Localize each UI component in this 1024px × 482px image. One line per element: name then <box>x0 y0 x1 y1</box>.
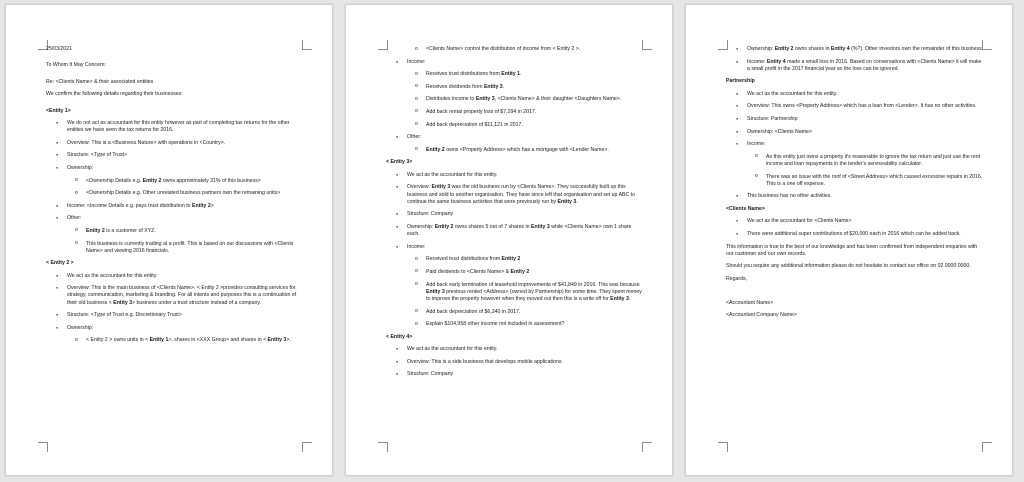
sub-list-item: o Add back depreciation of $6,240 in 2017. <box>386 309 644 316</box>
crop-mark-bottom-left <box>378 442 388 452</box>
list-item: ● Structure: Partnership <box>726 116 984 123</box>
list-item: ● Income: <box>386 59 644 66</box>
sub-list-item: o Explain $104,958 other income not included in assessment? <box>386 321 644 328</box>
list-item: ● Ownership: Entity 2 owns shares 5 out of 7 shares in Entity 3 while <Clients Name> own 1 share each. <box>386 224 644 238</box>
list-item: ● There were additional super contributions of $20,000 each in 2016 which can be added back. <box>726 231 984 238</box>
crop-mark-bottom-left <box>718 442 728 452</box>
list-item: ● We act as the accountant for this entity. <box>386 346 644 353</box>
sub-list-item: o Received trust distributions from Entity 2 <box>386 256 644 263</box>
list-item: ● Ownership: Entity 2 owns shares in Entity 4 (%?). Other investors own the remainder of this business. <box>726 46 984 53</box>
list-item: ● We act as the accountant for this entity. <box>46 273 304 280</box>
sub-list-item: o < Entity 2 > owns units in < Entity 1>, shares in <XXX Group> and shares in < Entity 3>. <box>46 337 304 344</box>
document-page-3 <box>685 4 1013 476</box>
truth-statement: This information is true to the best of our knowledge and has been confirmed from independent enquiries with our customer and our own records. <box>726 243 978 257</box>
list-item: ● Income: <Income Details e.g. pays trust distribution to Entity 2> <box>46 203 304 210</box>
sub-list-item: o Add back early termination of leasehold improvements of $41,849 in 2016. This was because Entity 3 previous rented <Address> (owned by Partnership) for some time. They spent money to improve the property however when they moved out then this is a write off for Entity 3. <box>386 282 644 304</box>
clients-list <box>726 218 984 238</box>
document-page-2 <box>345 4 673 476</box>
re-line: Re: <Clients Name> & their associated entities <box>46 78 154 85</box>
sub-list-item: o <Clients Name> control the distribution of income from < Entity 2 >. <box>386 46 644 53</box>
sub-list-item: o Distributes income to Entity 3, <Clients Name> & their daughter <Daughters Name>. <box>386 96 644 103</box>
sign-off: Regards, <box>726 275 748 282</box>
accountant-name: <Accountant Name> <box>726 299 774 306</box>
sub-list-item: o Add back depreciation of $11,121 in 2017. <box>386 122 644 129</box>
sub-list-item: o <Ownership Details e.g. Other unrelated business partners own the remaining units> <box>46 190 304 197</box>
list-item: ● Other: <box>46 215 304 222</box>
intro-paragraph: We confirm the following details regarding their businesses: <box>46 91 183 98</box>
list-item: ● We act as the accountant for <Clients Name> <box>726 218 984 225</box>
list-item: ● Ownership: <Clients Name> <box>726 129 984 136</box>
list-item: ● Ownership: <box>46 325 304 332</box>
list-item: ● Overview: Entity 3 was the old business run by <Clients Name>. They successfully built up this business and sold to another organisation. They have since left that organisation and set up ABC to continue the same business activities that were previously run by Entity 3. <box>386 184 644 206</box>
list-item: ● Other: <box>386 134 644 141</box>
list-item: ● This business has no other activities. <box>726 193 984 200</box>
sub-list-item: o Receives dividends from Entity 3. <box>386 84 644 91</box>
list-item: ● Overview: This is a <Business Nature> with operations in <Country>. <box>46 140 304 147</box>
accountant-company-name: <Accountant Company Name> <box>726 312 797 319</box>
entity-1-heading: <Entity 1> <box>46 107 71 114</box>
list-item: ● Overview: This owns <Property Address> which has a loan from <Lender>. It has no other activities. <box>726 103 984 110</box>
list-item: ● Structure: Company <box>386 371 644 378</box>
letter-date: 25/03/2021 <box>46 46 72 52</box>
list-item: ● Structure: <Type of Trust e.g. Discretionary Trust> <box>46 312 304 319</box>
list-item: ● We act as the accountant for this entity. <box>386 172 644 179</box>
sub-list-item: o This business is currently trading at a profit. This is based on our discussions with <Clients Name> and viewing 2016 financials. <box>46 241 304 255</box>
list-item: ● We do not act as accountant for this entity however as part of completing tax returns for the other entities we have seen the tax returns for 2016. <box>46 120 304 134</box>
entity-2-heading: < Entity 2 > <box>46 260 74 267</box>
list-item: ● Ownership: <box>46 165 304 172</box>
list-item: ● Overview: This is a side business that develops mobile applications. <box>386 359 644 366</box>
salutation: To Whom It May Concern: <box>46 62 106 69</box>
crop-mark-bottom-left <box>38 442 48 452</box>
entity-2-list <box>46 273 304 345</box>
page-2-body[interactable] <box>386 46 644 384</box>
sub-list-item: o Entity 2 is a customer of XYZ. <box>46 228 304 235</box>
sub-list-item: o There was an issue with the roof of <Street Address> which caused excessive repairs in 2016. This is a one off expense. <box>726 174 984 188</box>
crop-mark-bottom-right <box>302 442 312 452</box>
list-item: ● Structure: <Type of Trust> <box>46 152 304 159</box>
list-item: ● We act as the accountant for this entity. <box>726 91 984 98</box>
contact-paragraph: Should you require any additional information please do not hesitate to contact our office on 02 0000 0000. <box>726 263 971 270</box>
sub-list-item: o Add back rental property loss of $7,294 in 2017. <box>386 109 644 116</box>
page-3-body[interactable] <box>726 46 984 325</box>
sub-list-item: o Paid dividends to <Clients Name> & Entity 2 <box>386 269 644 276</box>
clients-heading: <Clients Name> <box>726 205 765 212</box>
entity-4-continued-list <box>726 46 984 73</box>
list-item: ● Income: <box>386 244 644 251</box>
entity-3-heading: < Entity 3> <box>386 159 413 166</box>
sub-list-item: o Entity 2 owns <Property Address> which has a mortgage with <Lender Name>. <box>386 147 644 154</box>
entity-4-list <box>386 346 644 378</box>
list-item: ● Income: Entity 4 made a small loss in 2016. Based on conversations with <Clients Name> it will make a small profit in the 2017 financial year so the loss can be ignored. <box>726 59 984 73</box>
partnership-heading: Partnership <box>726 78 755 85</box>
entity-3-list <box>386 172 644 329</box>
entity-1-list <box>46 120 304 255</box>
list-item: ● Overview: This is the main business of <Clients Name>. < Entity 2 >provides consulting services for strategy, communication, marketing & branding. For all intents and purposes this is a continuation of their old business < Entity 3> business under a trust structure instead of a company. <box>46 285 304 307</box>
partnership-list <box>726 91 984 201</box>
crop-mark-bottom-right <box>982 442 992 452</box>
sub-list-item: o <Ownership Details e.g. Entity 2 owns approximately 31% of this business> <box>46 178 304 185</box>
entity-2-continued-list <box>386 46 644 154</box>
sub-list-item: o Receives trust distributions from Entity 1. <box>386 71 644 78</box>
crop-mark-bottom-right <box>642 442 652 452</box>
document-page-1 <box>5 4 333 476</box>
entity-4-heading: < Entity 4> <box>386 333 413 340</box>
page-1-body[interactable] <box>46 46 304 350</box>
list-item: ● Structure: Company <box>386 211 644 218</box>
sub-list-item: o As this entity just owns a property it's reasonable to ignore the tax return and just use the rent income and loan repayments in the lender's serviceability calculator. <box>726 154 984 168</box>
list-item: ● Income: <box>726 141 984 148</box>
